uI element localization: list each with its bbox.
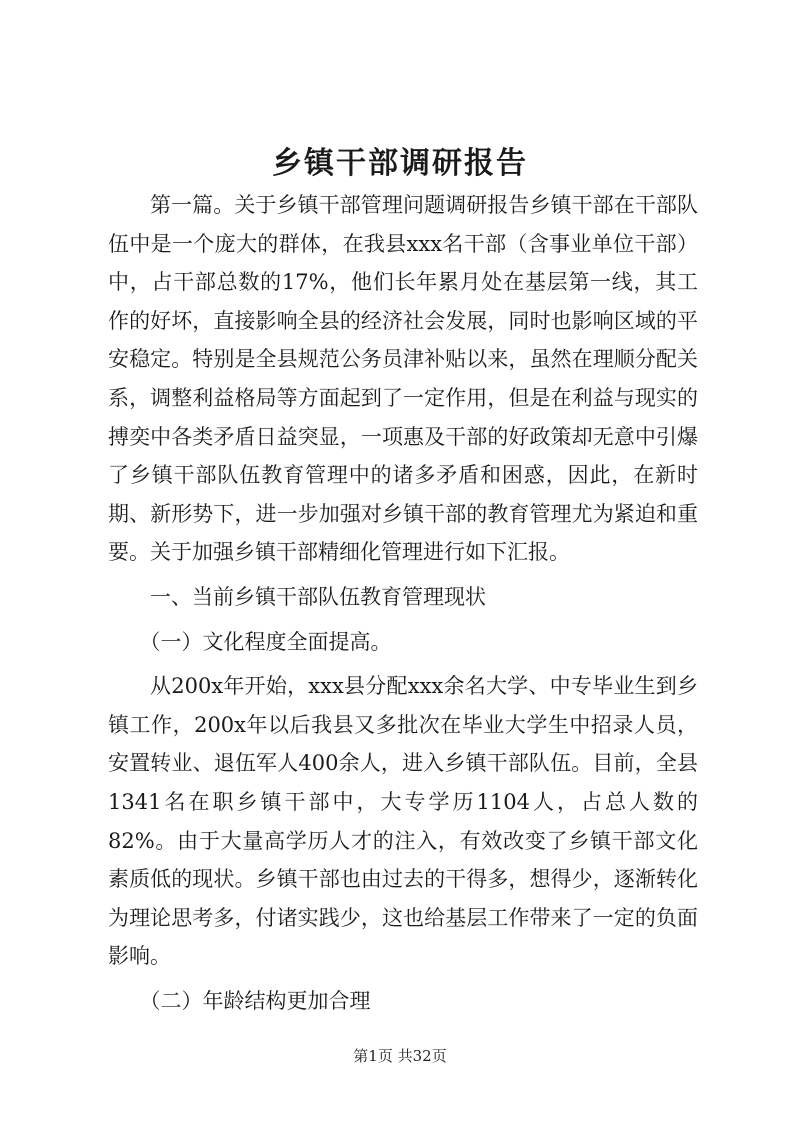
- page-footer: 第1页 共32页: [353, 1047, 447, 1065]
- subsection-heading-2: （二）年龄结构更加合理: [139, 988, 371, 1013]
- section-heading-1: 一、当前乡镇干部队伍教育管理现状: [150, 584, 486, 609]
- document-body: [108, 186, 698, 1020]
- document-title: 乡镇干部调研报告: [272, 146, 528, 181]
- subsection-heading-1: （一）文化程度全面提高。: [139, 629, 392, 654]
- paragraph-intro: 第一篇。关于乡镇干部管理问题调研报告乡镇干部在干部队伍中是一个庞大的群体，在我县xxx名干部（含事业单位干部）中，占干部总数的17%，他们长年累月处在基层第一线，其工作的好坏，直接影响全县的经济社会发展，同时也影响区域的平安稳定。特别是全县规范公务员津补贴以来，虽然在理顺分配关系，调整利益格局等方面起到了一定作用，但是在利益与现实的搏奕中各类矛盾日益突显，一项惠及干部的好政策却无意中引爆了乡镇干部队伍教育管理中的诸多矛盾和困惑，因此，在新时期、新形势下，进一步加强对乡镇干部的教育管理尤为紧迫和重要。关于加强乡镇干部精细化管理进行如下汇报。: [108, 193, 698, 565]
- paragraph-education: 从200x年开始，xxx县分配xxx余名大学、中专毕业生到乡镇工作，200x年以后我县又多批次在毕业大学生中招录人员，安置转业、退伍军人400余人，进入乡镇干部队伍。目前，全县1341名在职乡镇干部中，大专学历1104人，占总人数的82%。由于大量高学历人才的注入，有效改变了乡镇干部文化素质低的现状。乡镇干部也由过去的干得多，想得少，逐渐转化为理论思考多，付诸实践少，这也给基层工作带来了一定的负面影响。: [108, 674, 698, 969]
